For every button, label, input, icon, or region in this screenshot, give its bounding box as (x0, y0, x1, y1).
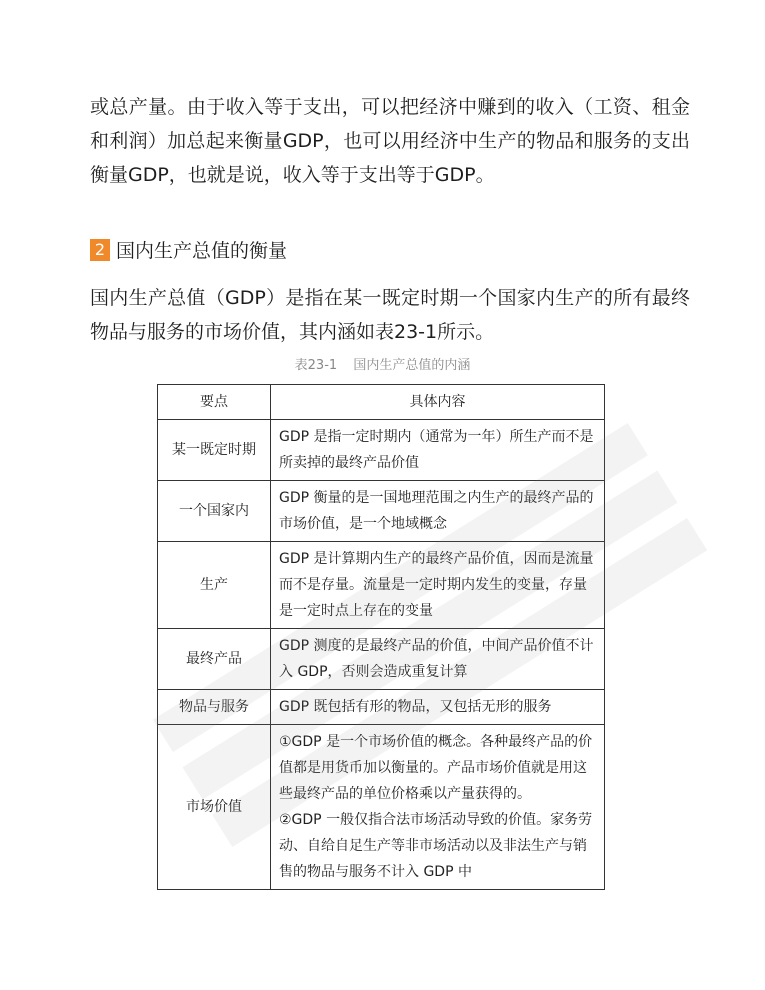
table-row (158, 481, 605, 542)
table-caption-title: 国内生产总值的内涵 (353, 358, 471, 373)
section-heading (90, 236, 287, 263)
table-caption-number: 表23-1 (294, 358, 338, 373)
row-key: 市场价值 (158, 725, 271, 890)
section-title: 国内生产总值的衡量 (116, 240, 288, 262)
row-value: GDP 是指一定时期内（通常为一年）所生产而不是所卖掉的最终产品价值 (271, 420, 605, 481)
row-key: 某一既定时期 (158, 420, 271, 481)
table-row (158, 542, 605, 629)
table-row (158, 629, 605, 690)
table-header-row (158, 385, 605, 420)
table-header-value: 具体内容 (271, 385, 605, 420)
row-value: GDP 测度的是最终产品的价值，中间产品价值不计入 GDP，否则会造成重复计算 (271, 629, 605, 690)
row-value (271, 725, 605, 890)
table-row (158, 690, 605, 725)
table-header-key: 要点 (158, 385, 271, 420)
body-paragraph: 国内生产总值（GDP）是指在某一既定时期一个国家内生产的所有最终物品与服务的市场价值，其内涵如表23-1所示。 (90, 287, 690, 343)
row-key: 最终产品 (158, 629, 271, 690)
table-row (158, 725, 605, 890)
table-caption (0, 354, 765, 373)
row-value-line: ①GDP 是一个市场价值的概念。各种最终产品的价值都是用货币加以衡量的。产品市场价值就是用这些最终产品的单位价格乘以产量获得的。 (279, 734, 593, 802)
table-row (158, 420, 605, 481)
row-value-line: ②GDP 一般仅指合法市场活动导致的价值。家务劳动、自给自足生产等非市场活动以及非法生产与销售的物品与服务不计入 GDP 中 (279, 812, 593, 880)
row-key: 物品与服务 (158, 690, 271, 725)
section-number-badge: 2 (90, 239, 110, 261)
row-value: GDP 是计算期内生产的最终产品价值，因而是流量而不是存量。流量是一定时期内发生的变量，存量是一定时点上存在的变量 (271, 542, 605, 629)
row-value: GDP 衡量的是一国地理范围之内生产的最终产品的市场价值，是一个地域概念 (271, 481, 605, 542)
intro-paragraph: 或总产量。由于收入等于支出，可以把经济中赚到的收入（工资、租金和利润）加总起来衡量GDP，也可以用经济中生产的物品和服务的支出衡量GDP，也就是说，收入等于支出等于GDP。 (90, 96, 690, 186)
row-key: 生产 (158, 542, 271, 629)
row-key: 一个国家内 (158, 481, 271, 542)
row-value: GDP 既包括有形的物品，又包括无形的服务 (271, 690, 605, 725)
content-table (157, 384, 605, 890)
